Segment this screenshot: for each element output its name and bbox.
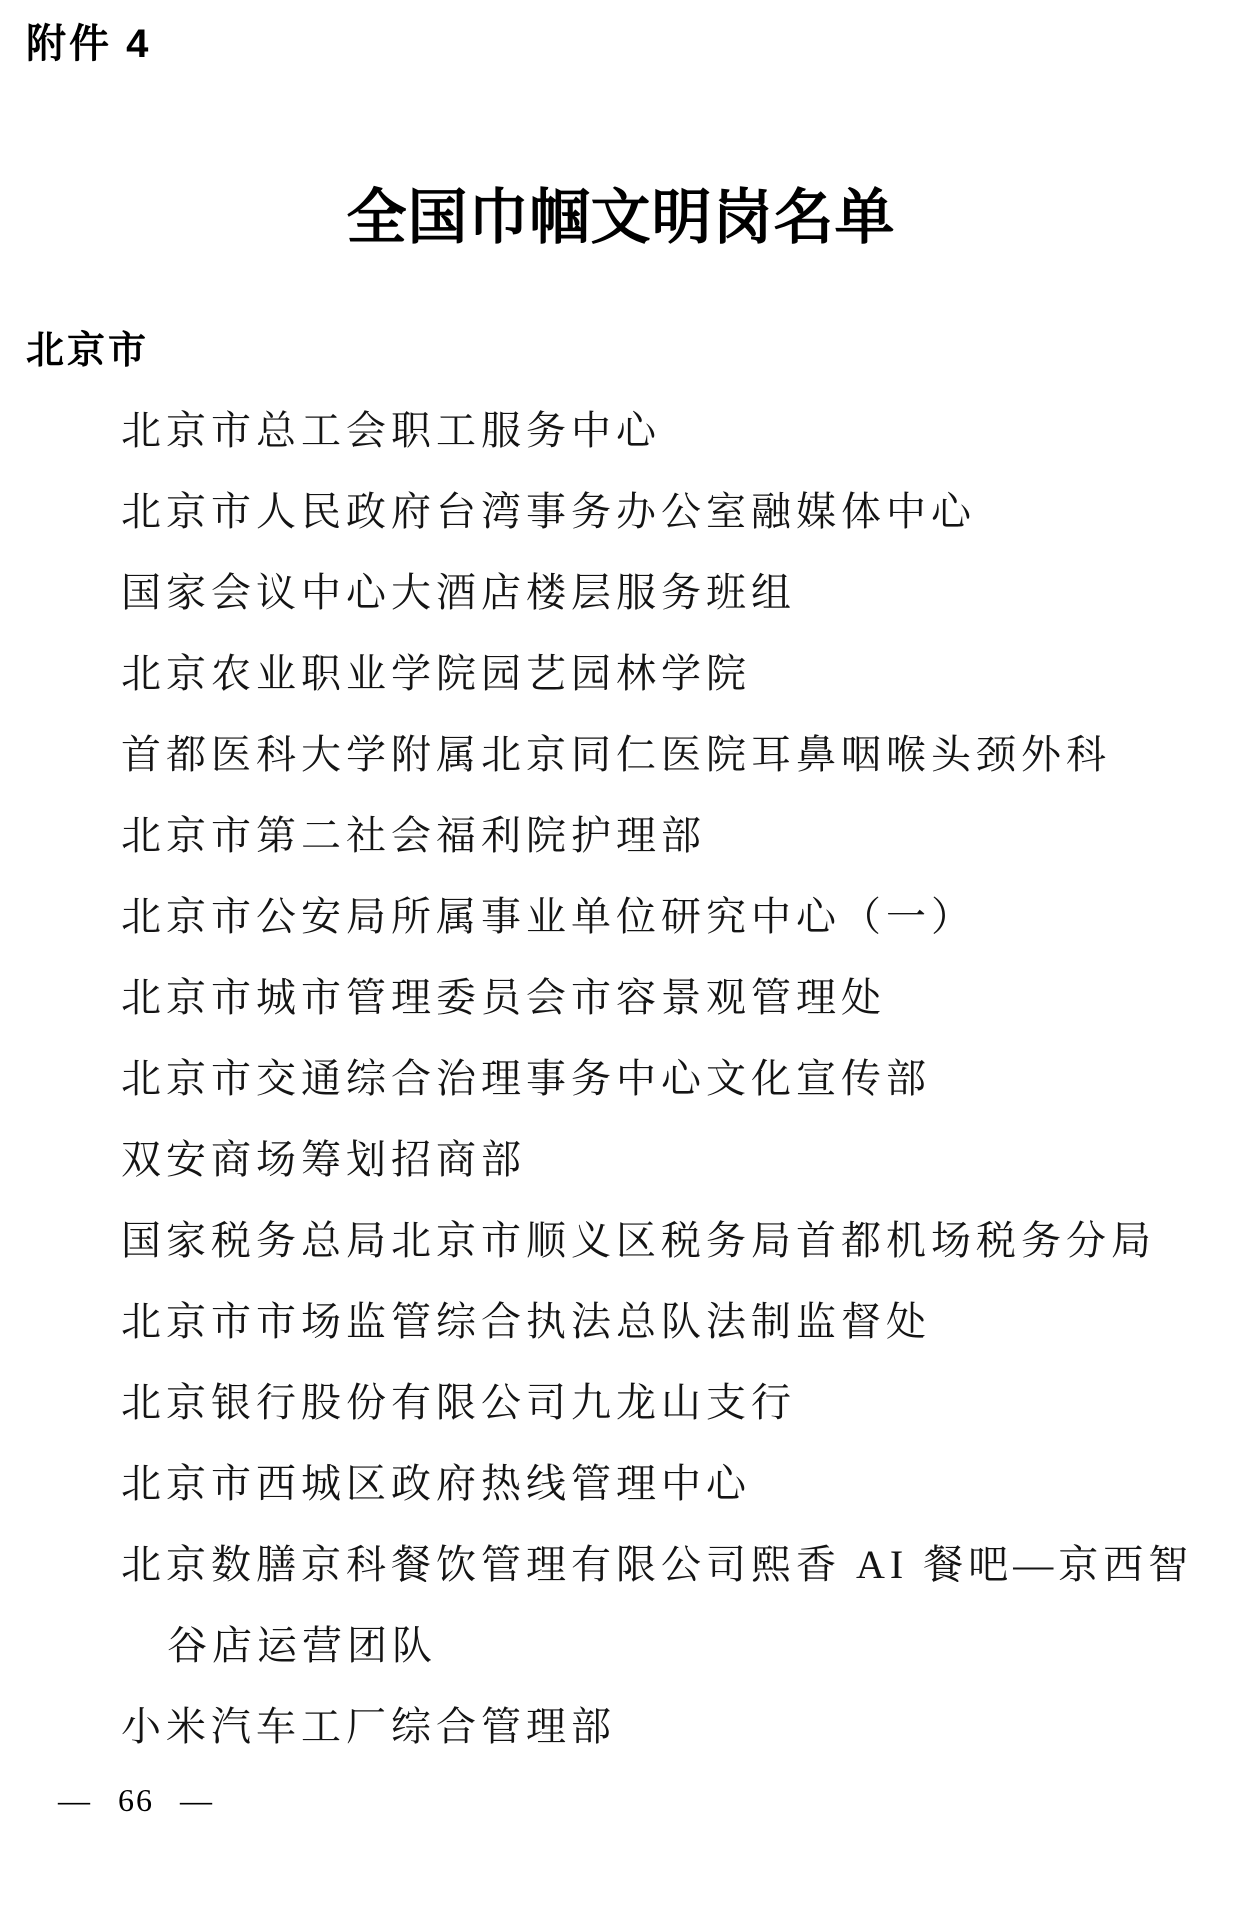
- list-item: 北京农业职业学院园艺园林学院: [121, 651, 751, 696]
- list-item: 国家会议中心大酒店楼层服务班组: [121, 570, 796, 615]
- list-item: 北京数膳京科餐饮管理有限公司熙香 AI 餐吧—京西智: [121, 1542, 1194, 1587]
- list-item: 北京市城市管理委员会市容景观管理处: [121, 975, 886, 1020]
- page-title: 全国巾帼文明岗名单: [346, 185, 896, 251]
- list-item: 北京市第二社会福利院护理部: [121, 813, 706, 858]
- list-item: 北京市交通综合治理事务中心文化宣传部: [121, 1056, 931, 1101]
- list-item: 北京市西城区政府热线管理中心: [121, 1461, 751, 1506]
- list-item: 北京市总工会职工服务中心: [121, 408, 661, 453]
- page-number: — 66 —: [58, 1782, 214, 1818]
- list-item: 北京银行股份有限公司九龙山支行: [121, 1380, 796, 1425]
- list-item: 北京市市场监管综合执法总队法制监督处: [121, 1299, 931, 1344]
- list-item: 小米汽车工厂综合管理部: [121, 1704, 616, 1749]
- award-list: [121, 390, 1193, 1767]
- section-heading-beijing: 北京市: [26, 330, 150, 372]
- list-item: 双安商场筹划招商部: [121, 1137, 526, 1182]
- list-item: 北京市人民政府台湾事务办公室融媒体中心: [121, 489, 976, 534]
- attachment-label: 附件 4: [26, 22, 152, 66]
- list-item: 首都医科大学附属北京同仁医院耳鼻咽喉头颈外科: [121, 732, 1111, 777]
- list-item: 国家税务总局北京市顺义区税务局首都机场税务分局: [121, 1218, 1156, 1263]
- list-item: 北京市公安局所属事业单位研究中心（一）: [121, 894, 976, 939]
- list-item-continuation: 谷店运营团队: [167, 1623, 437, 1668]
